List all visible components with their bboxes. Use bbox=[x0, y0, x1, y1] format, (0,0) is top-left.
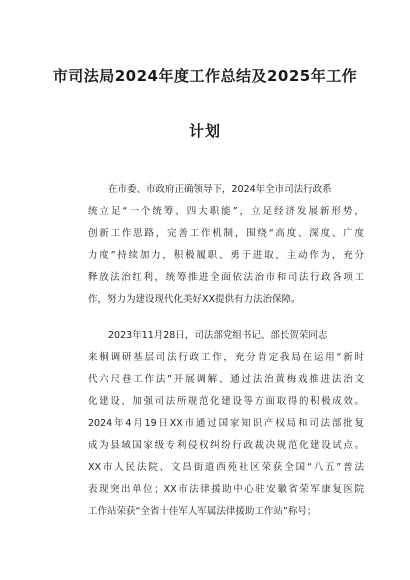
document-title: 市司法局2024年度工作总结及2025年工作 bbox=[52, 67, 358, 85]
paragraph-highlights bbox=[88, 325, 364, 523]
paragraph-line: 在市委、市政府正确领导下，2024年全市司法行政系 bbox=[108, 184, 332, 195]
document-title-continuation: 计划 bbox=[188, 122, 221, 140]
paragraph-line: 力度”持续加力，积极履职、勇于进取，主动作为，充分 bbox=[88, 250, 364, 261]
paragraph-line: 统立足“一个统筹、四大职能”，立足经济发展新形势， bbox=[88, 206, 364, 217]
paragraph-line: 工作站荣获“全省十佳军人军属法律援助工作站”称号； bbox=[88, 506, 317, 517]
paragraph-line: 代六尺巷工作法”开展调解、通过法治黄梅戏推进法治文 bbox=[88, 374, 364, 385]
paragraph-line: 作，努力为建设现代化美好XX提供有力法治保障。 bbox=[88, 294, 301, 305]
paragraph-line: 成为县域国家级专利侵权纠纷行政裁决规范化建设试点。 bbox=[88, 440, 364, 451]
paragraph-intro bbox=[88, 179, 364, 311]
paragraph-line: 2023年11月28日，司法部党组书记、部长贺荣同志 bbox=[108, 330, 328, 341]
paragraph-line: XX市人民法院、文昌街道西苑社区荣获全国“八五”普法 bbox=[88, 462, 364, 473]
paragraph-line: 创新工作思路，完善工作机制，围绕“高度、深度、广度 bbox=[88, 228, 364, 239]
paragraph-line: 释放法治红利，统筹推进全面依法治市和司法行政各项工 bbox=[88, 272, 364, 283]
paragraph-line: 化建设、加强司法所规范化建设等方面取得的积极成效。 bbox=[88, 396, 364, 407]
paragraph-line: 来桐调研基层司法行政工作，充分肯定我局在运用“新时 bbox=[88, 352, 364, 363]
paragraph-line: 表现突出单位；XX市法律援助中心驻安徽省荣军康复医院 bbox=[88, 484, 364, 495]
paragraph-line: 2024年4月19日XX市通过国家知识产权局和司法部批复 bbox=[88, 418, 364, 429]
